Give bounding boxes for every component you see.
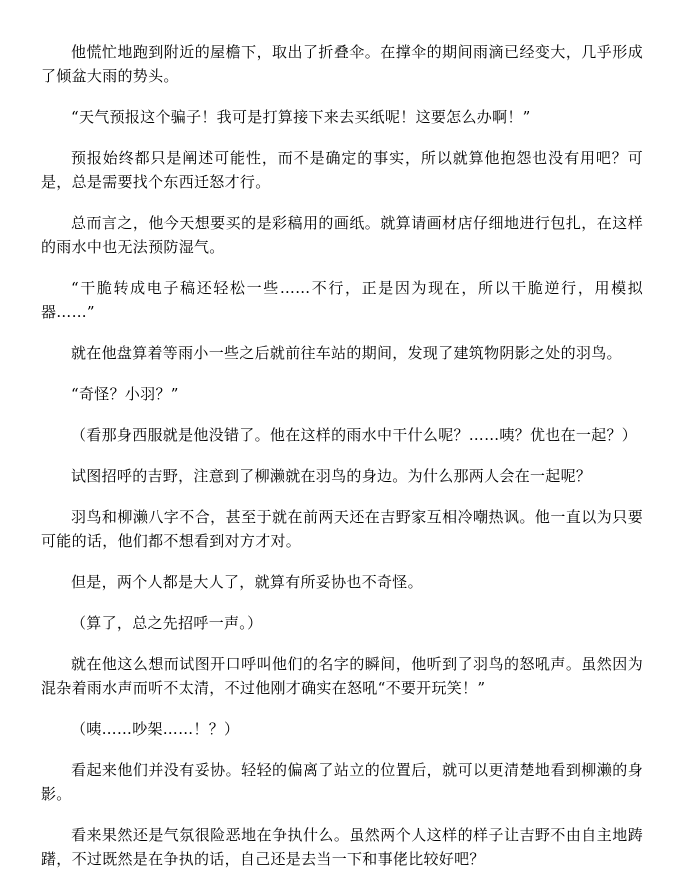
paragraph-12: （算了，总之先招呼一声。）	[71, 614, 263, 632]
paragraph-6: 就在他盘算着等雨小一些之后就前往车站的期间，发现了建筑物阴影之处的羽鸟。	[71, 344, 622, 362]
paragraph-13: 就在他这么想而试图开口呼叫他们的名字的瞬间，他听到了羽鸟的怒吼声。虽然因为混杂着雨水声而听不太清，不过他刚才确实在怒吼“不要开玩笑！”	[41, 655, 643, 697]
paragraph-15: 看起来他们并没有妥协。轻轻的偏离了站立的位置后，就可以更清楚地看到柳濑的身影。	[41, 761, 643, 803]
paragraph-8: （看那身西服就是他没错了。他在这样的雨水中干什么呢？……咦？优也在一起？）	[71, 426, 638, 444]
paragraph-10: 羽鸟和柳濑八字不合，甚至于就在前两天还在吉野家互相冷嘲热讽。他一直以为只要可能的话，他们都不想看到对方才对。	[41, 508, 643, 550]
paragraph-11: 但是，两个人都是大人了，就算有所妥协也不奇怪。	[71, 573, 423, 591]
paragraph-3: 预报始终都只是阐述可能性，而不是确定的事实，所以就算他抱怨也没有用吧？可是，总是需要找个东西迁怒才行。	[41, 149, 643, 191]
paragraph-1: 他慌忙地跑到附近的屋檐下，取出了折叠伞。在撑伞的期间雨滴已经变大，几乎形成了倾盆大雨的势头。	[41, 43, 643, 85]
paragraph-16: 看来果然还是气氛很险恶地在争执什么。虽然两个人这样的样子让吉野不由自主地踌躇，不过既然是在争执的话，自己还是去当一下和事佬比较好吧？	[41, 826, 643, 868]
paragraph-4: 总而言之，他今天想要买的是彩稿用的画纸。就算请画材店仔细地进行包扎，在这样的雨水中也无法预防湿气。	[41, 214, 643, 256]
paragraph-2: “天气预报这个骗子！我可是打算接下来去买纸呢！这要怎么办啊！”	[71, 108, 531, 126]
paragraph-7: “奇怪？小羽？”	[71, 385, 179, 403]
paragraph-14: （咦……吵架……！？）	[71, 720, 240, 738]
paragraph-9: 试图招呼的吉野，注意到了柳濑就在羽鸟的身边。为什么那两人会在一起呢？	[71, 467, 592, 485]
document-page	[41, 40, 643, 888]
paragraph-5: “干脆转成电子稿还轻松一些……不行，正是因为现在，所以干脆逆行，用模拟器……”	[41, 279, 643, 321]
